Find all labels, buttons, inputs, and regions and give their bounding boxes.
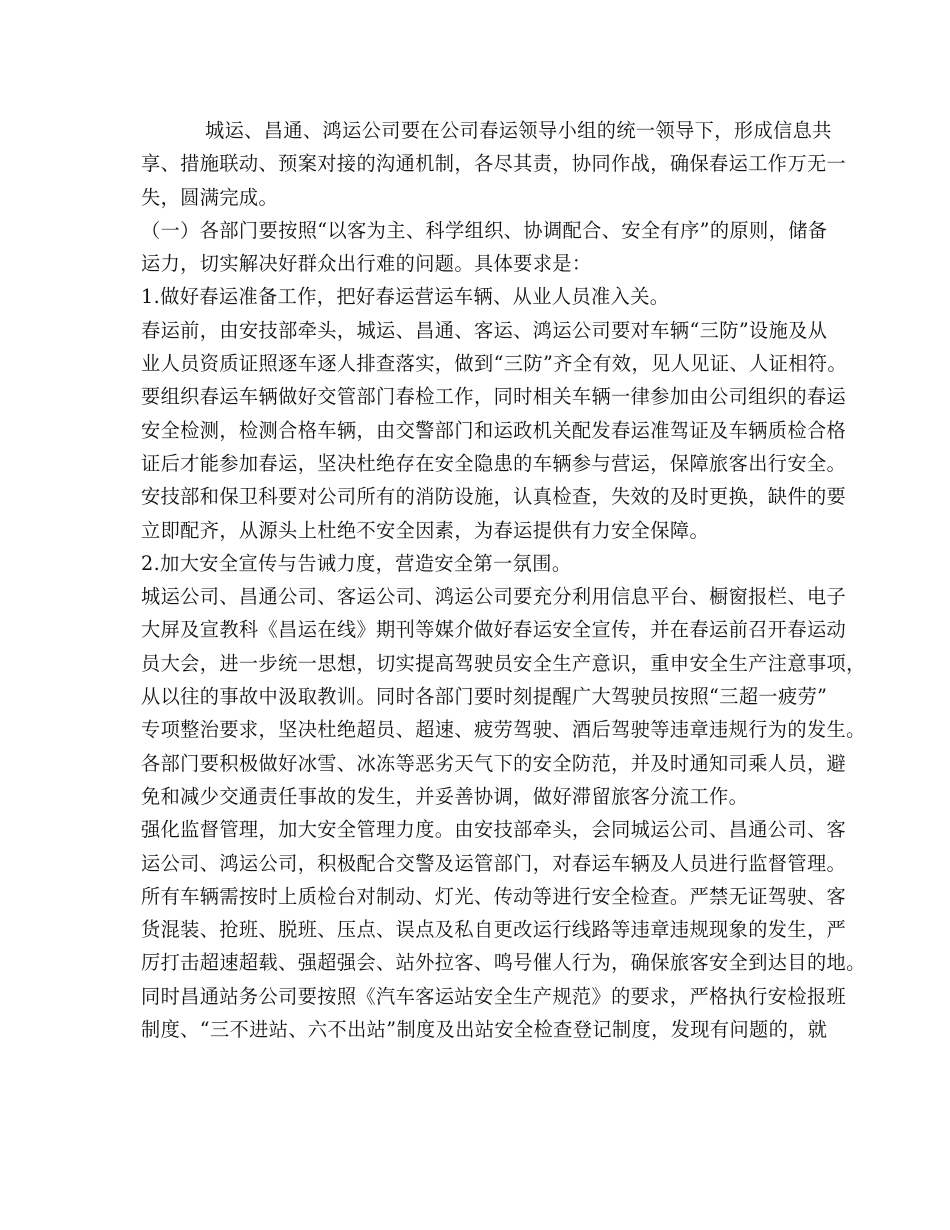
paragraph-line: 从以往的事故中汲取教训。同时各部门要时刻提醒广大驾驶员按照“三超一疲劳” [141, 685, 828, 709]
paragraph-line: 安全检测，检测合格车辆，由交警部门和运政机关配发春运准驾证及车辆质检合格 [141, 418, 847, 442]
paragraph-line: 证后才能参加春运，坚决杜绝存在安全隐患的车辆参与营运，保障旅客出行安全。 [141, 451, 847, 475]
paragraph-line: 强化监督管理，加大安全管理力度。由安技部牵头，会同城运公司、昌通公司、客 [141, 818, 847, 842]
subheading-line: 2.加大安全宣传与告诫力度，营造安全第一氛围。 [141, 551, 572, 575]
paragraph-line: 城运公司、昌通公司、客运公司、鸿运公司要充分利用信息平台、橱窗报栏、电子 [141, 585, 847, 609]
paragraph-line: 业人员资质证照逐车逐人排查落实，做到“三防”齐全有效，见人见证、人证相符。 [141, 352, 847, 376]
paragraph-line: 厉打击超速超载、强超强会、站外拉客、鸣号催人行为，确保旅客安全到达目的地。 [141, 951, 866, 975]
paragraph-line: 免和减少交通责任事故的发生，并妥善协调，做好滞留旅客分流工作。 [141, 784, 749, 808]
paragraph-line: 货混装、抢班、脱班、压点、误点及私自更改运行线路等违章违规现象的发生，严 [141, 918, 847, 942]
paragraph-line: 制度、“三不进站、六不出站”制度及出站安全检查登记制度，发现有问题的，就 [141, 1018, 828, 1042]
paragraph-line: 大屏及宣教科《昌运在线》期刊等媒介做好春运安全宣传，并在春运前召开春运动 [141, 618, 847, 642]
paragraph-line: 立即配齐，从源头上杜绝不安全因素，为春运提供有力安全保障。 [141, 518, 710, 542]
paragraph-line: 同时昌通站务公司要按照《汽车客运站安全生产规范》的要求，严格执行安检报班 [141, 984, 847, 1008]
paragraph-line: 运力，切实解决好群众出行难的问题。具体要求是： [141, 252, 592, 276]
paragraph-line: 享、措施联动、预案对接的沟通机制，各尽其责，协同作战，确保春运工作万无一 [141, 152, 847, 176]
paragraph-line: 员大会，进一步统一思想，切实提高驾驶员安全生产意识，重申安全生产注意事项， [141, 651, 866, 675]
paragraph-line: 要组织春运车辆做好交管部门春检工作，同时相关车辆一律参加由公司组织的春运 [141, 385, 847, 409]
paragraph-line: 失，圆满完成。 [141, 185, 279, 209]
paragraph-line: 各部门要积极做好冰雪、冰冻等恶劣天气下的安全防范，并及时通知司乘人员，避 [141, 751, 847, 775]
paragraph-line: 安技部和保卫科要对公司所有的消防设施，认真检查，失效的及时更换，缺件的要 [141, 485, 847, 509]
section-heading-line: （一）各部门要按照“以客为主、科学组织、协调配合、安全有序”的原则，储备 [141, 218, 828, 242]
paragraph-line: 专项整治要求，坚决杜绝超员、超速、疲劳驾驶、酒后驾驶等违章违规行为的发生。 [141, 718, 866, 742]
paragraph-line: 城运、昌通、鸿运公司要在公司春运领导小组的统一领导下，形成信息共 [205, 119, 832, 142]
paragraph-line: 春运前，由安技部牵头，城运、昌通、客运、鸿运公司要对车辆“三防”设施及从 [141, 318, 828, 342]
document-body [141, 114, 866, 1046]
subheading-line: 1.做好春运准备工作，把好春运营运车辆、从业人员准入关。 [141, 285, 670, 309]
paragraph-line: 运公司、鸿运公司，积极配合交警及运管部门，对春运车辆及人员进行监督管理。 [141, 851, 847, 875]
paragraph-line: 所有车辆需按时上质检台对制动、灯光、传动等进行安全检查。严禁无证驾驶、客 [141, 884, 847, 908]
